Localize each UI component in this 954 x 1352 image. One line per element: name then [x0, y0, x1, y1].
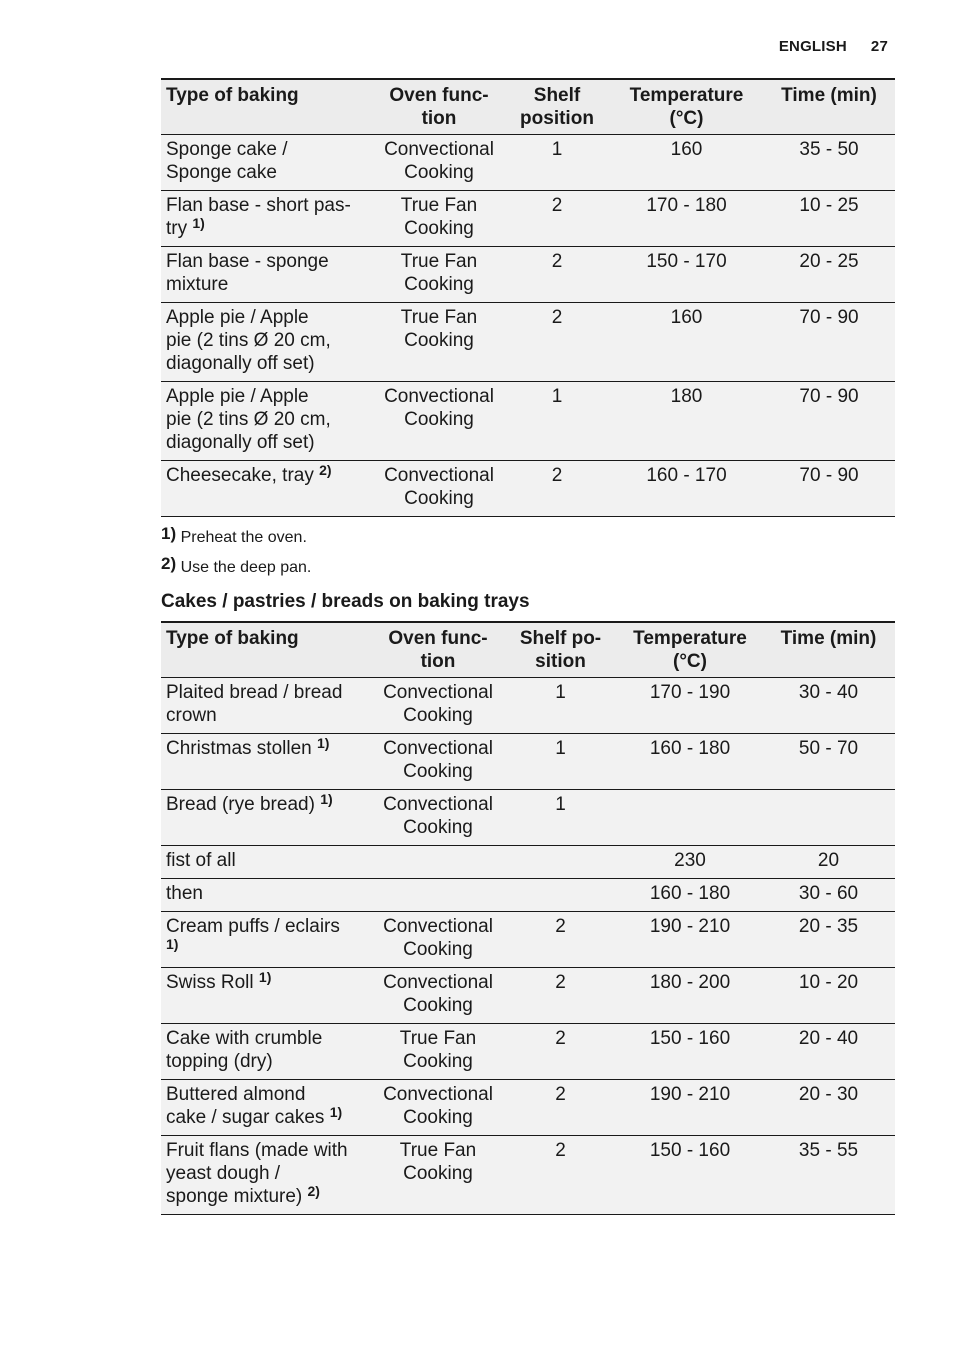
temperature-cell: 160 - 180	[618, 879, 762, 912]
oven-function-cell: Convectional Cooking	[373, 678, 503, 734]
oven-function-cell: True Fan Cooking	[373, 1136, 503, 1215]
time-cell: 70 - 90	[763, 303, 895, 382]
oven-function-cell: Convectional Cooking	[373, 912, 503, 968]
type-cell: Apple pie / Apple pie (2 tins Ø 20 cm, diagonally off set)	[161, 303, 374, 382]
shelf-cell: 2	[504, 247, 610, 303]
shelf-cell: 2	[504, 303, 610, 382]
shelf-cell: 1	[503, 678, 618, 734]
time-cell: 35 - 55	[762, 1136, 895, 1215]
oven-function-cell: Convectional Cooking	[373, 968, 503, 1024]
footnote-text: Use the deep pan.	[176, 559, 312, 576]
table-row	[161, 135, 895, 191]
time-cell: 70 - 90	[763, 382, 895, 461]
table-row	[161, 461, 895, 517]
temperature-cell: 150 - 170	[610, 247, 763, 303]
baking-table-2	[161, 621, 895, 1215]
col-temperature-header: Temperature (°C)	[610, 79, 763, 135]
footnote-item	[161, 551, 311, 581]
table-row	[161, 303, 895, 382]
col-shelf-position-header: Shelf position	[504, 79, 610, 135]
time-cell: 10 - 25	[763, 191, 895, 247]
type-cell: Bread (rye bread) $^{1)}$	[161, 790, 373, 846]
type-cell: Fruit flans (made with yeast dough / sponge mixture) $^{2)}$	[161, 1136, 373, 1215]
temperature-cell: 160 - 180	[618, 734, 762, 790]
oven-function-cell: True Fan Cooking	[374, 191, 504, 247]
col-oven-function-header: Oven func- tion	[374, 79, 504, 135]
shelf-cell: 2	[503, 912, 618, 968]
shelf-cell: 2	[503, 1080, 618, 1136]
time-cell: 50 - 70	[762, 734, 895, 790]
temperature-cell	[618, 790, 762, 846]
time-cell: 20 - 25	[763, 247, 895, 303]
time-cell: 20 - 30	[762, 1080, 895, 1136]
footnote-text: Preheat the oven.	[176, 529, 307, 546]
time-cell: 70 - 90	[763, 461, 895, 517]
type-cell: Apple pie / Apple pie (2 tins Ø 20 cm, diagonally off set)	[161, 382, 374, 461]
footnote-ref: 1)	[320, 791, 333, 807]
temperature-cell: 160 - 170	[610, 461, 763, 517]
table-header-row	[161, 622, 895, 678]
oven-function-cell	[373, 879, 503, 912]
time-cell: 35 - 50	[763, 135, 895, 191]
table-row	[161, 247, 895, 303]
table-row	[161, 382, 895, 461]
temperature-cell: 190 - 210	[618, 1080, 762, 1136]
col-type-header: Type of baking	[161, 622, 373, 678]
oven-function-cell: Convectional Cooking	[373, 734, 503, 790]
table-row	[161, 846, 895, 879]
col-time-header: Time (min)	[763, 79, 895, 135]
oven-function-cell	[373, 846, 503, 879]
col-shelf-position-header: Shelf po- sition	[503, 622, 618, 678]
type-cell: Flan base - sponge mixture	[161, 247, 374, 303]
type-cell: Cream puffs / eclairs $^{1)}$	[161, 912, 373, 968]
page-number: 27	[870, 38, 888, 55]
footnote-ref: 2)	[319, 462, 332, 478]
type-cell: Christmas stollen $^{1)}$	[161, 734, 373, 790]
footnote-number: 1)	[161, 524, 177, 543]
time-cell: 30 - 40	[762, 678, 895, 734]
type-cell: Swiss Roll $^{1)}$	[161, 968, 373, 1024]
table-row	[161, 1136, 895, 1215]
temperature-cell: 150 - 160	[618, 1136, 762, 1215]
oven-function-cell: Convectional Cooking	[374, 382, 504, 461]
type-cell: Buttered almond cake / sugar cakes $^{1)}$	[161, 1080, 373, 1136]
table-row	[161, 879, 895, 912]
footnotes	[161, 521, 311, 581]
footnote-ref: 1)	[258, 969, 272, 985]
time-cell: 20 - 35	[762, 912, 895, 968]
baking-table-1	[161, 78, 895, 517]
table-row	[161, 1024, 895, 1080]
col-temperature-header: Temperature (°C)	[618, 622, 762, 678]
shelf-cell	[503, 879, 618, 912]
temperature-cell: 150 - 160	[618, 1024, 762, 1080]
table-row	[161, 968, 895, 1024]
table-row	[161, 1080, 895, 1136]
page-header	[779, 38, 888, 55]
time-cell: 30 - 60	[762, 879, 895, 912]
type-cell: then	[161, 879, 373, 912]
time-cell: 10 - 20	[762, 968, 895, 1024]
section-title: Cakes / pastries / breads on baking trays	[161, 591, 530, 612]
footnote-ref: 1)	[329, 1104, 343, 1120]
type-cell: Plaited bread / bread crown	[161, 678, 373, 734]
time-cell: 20 - 40	[762, 1024, 895, 1080]
type-cell: Flan base - short pas- try $^{1)}$	[161, 191, 374, 247]
col-oven-function-header: Oven func- tion	[373, 622, 503, 678]
shelf-cell: 1	[503, 734, 618, 790]
temperature-cell: 160	[610, 303, 763, 382]
shelf-cell: 2	[503, 1136, 618, 1215]
footnote-number: 2)	[161, 554, 177, 573]
footnote-ref: 2)	[307, 1183, 320, 1199]
temperature-cell: 230	[618, 846, 762, 879]
type-cell: Sponge cake / Sponge cake	[161, 135, 374, 191]
oven-function-cell: True Fan Cooking	[374, 247, 504, 303]
temperature-cell: 170 - 180	[610, 191, 763, 247]
table-row	[161, 191, 895, 247]
temperature-cell: 160	[610, 135, 763, 191]
time-cell: 20	[762, 846, 895, 879]
temperature-cell: 180	[610, 382, 763, 461]
footnote-item	[161, 521, 311, 551]
table-row	[161, 734, 895, 790]
oven-function-cell: Convectional Cooking	[374, 135, 504, 191]
temperature-cell: 170 - 190	[618, 678, 762, 734]
oven-function-cell: Convectional Cooking	[373, 790, 503, 846]
oven-function-cell: Convectional Cooking	[373, 1080, 503, 1136]
type-cell: fist of all	[161, 846, 373, 879]
col-time-header: Time (min)	[762, 622, 895, 678]
shelf-cell: 2	[504, 191, 610, 247]
col-type-header: Type of baking	[161, 79, 374, 135]
shelf-cell	[503, 846, 618, 879]
temperature-cell: 180 - 200	[618, 968, 762, 1024]
table-row	[161, 678, 895, 734]
footnote-ref: 1)	[192, 215, 205, 231]
temperature-cell: 190 - 210	[618, 912, 762, 968]
footnote-ref: 1)	[317, 735, 330, 751]
oven-function-cell: Convectional Cooking	[374, 461, 504, 517]
shelf-cell: 1	[504, 382, 610, 461]
shelf-cell: 2	[504, 461, 610, 517]
table-row	[161, 912, 895, 968]
language-label: ENGLISH	[778, 38, 847, 55]
footnote-ref: 1)	[166, 936, 179, 952]
oven-function-cell: True Fan Cooking	[373, 1024, 503, 1080]
shelf-cell: 1	[504, 135, 610, 191]
shelf-cell: 2	[503, 1024, 618, 1080]
shelf-cell: 1	[503, 790, 618, 846]
type-cell: Cake with crumble topping (dry)	[161, 1024, 373, 1080]
oven-function-cell: True Fan Cooking	[374, 303, 504, 382]
time-cell	[762, 790, 895, 846]
shelf-cell: 2	[503, 968, 618, 1024]
type-cell: Cheesecake, tray $^{2)}$	[161, 461, 374, 517]
table-header-row	[161, 79, 895, 135]
table-row	[161, 790, 895, 846]
